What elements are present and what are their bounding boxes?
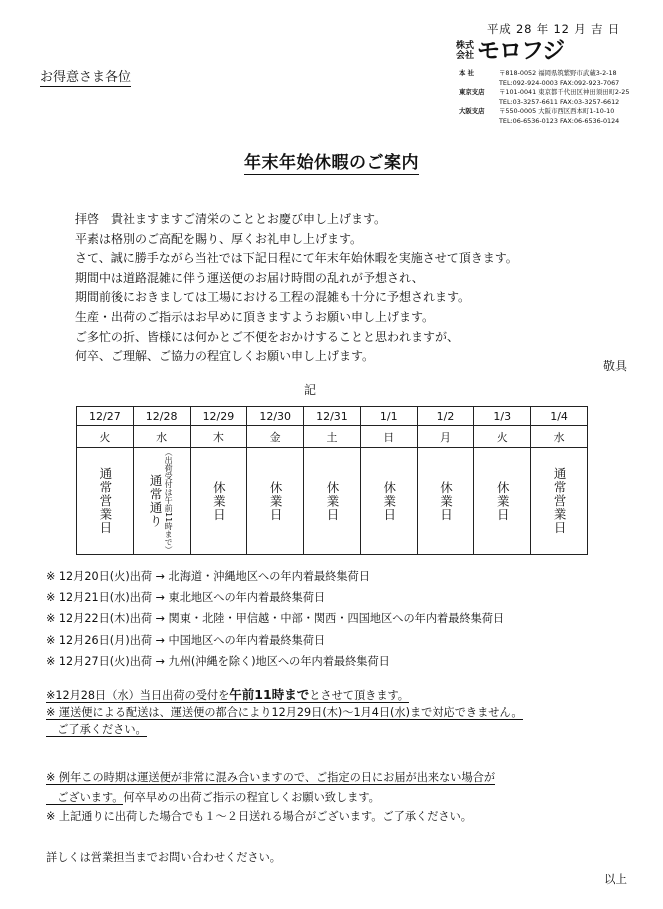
body-line: 生産・出荷のご指示はお早めに頂きますようお願い申し上げます。 — [75, 309, 435, 324]
calendar-date-cell: 1/2 — [417, 407, 474, 426]
calendar-status-text: 休業日 — [495, 480, 511, 522]
notice2-line-2 — [46, 788, 495, 808]
calendar-date-row — [77, 407, 588, 426]
calendar-status-row — [77, 448, 588, 555]
calendar-date-cell: 12/29 — [190, 407, 247, 426]
body-line: さて、誠に勝手ながら当社では下記日程にて年末年始休暇を実施させて頂きます。 — [75, 251, 518, 266]
calendar-status-cell — [531, 448, 588, 555]
calendar-date-cell: 1/4 — [531, 407, 588, 426]
calendar-status-text: 休業日 — [381, 480, 397, 522]
calendar-date-cell: 1/3 — [474, 407, 531, 426]
company-name: モロフジ — [477, 38, 565, 64]
office-line: 〒101-0041 東京都千代田区神田須田町2-25 — [499, 88, 630, 97]
calendar-weekday-cell: 火 — [474, 426, 531, 448]
office-label: 東京支店 — [459, 88, 485, 97]
calendar-weekday-cell: 土 — [304, 426, 361, 448]
calendar-status-cell — [474, 448, 531, 555]
calendar-weekday-cell: 金 — [247, 426, 304, 448]
shipping-note: ※ 12月20日(火)出荷 → 北海道・沖縄地区への年内着最終集荷日 — [46, 570, 370, 583]
calendar-weekday-cell: 水 — [133, 426, 190, 448]
notice-line-1-pre: ※12月28日（水）当日出荷の受付を — [46, 689, 230, 702]
closing-keigu: 敬具 — [603, 359, 628, 373]
calendar-status-text: 休業日 — [268, 480, 284, 522]
office-label: 本 社 — [459, 69, 475, 77]
document-date: 平成 28 年 12 月 吉 日 — [487, 22, 620, 36]
shipping-cutoff-notes — [46, 566, 504, 672]
body-line: 期間前後におきましては工場における工程の混雑も十分に予想されます。 — [75, 290, 471, 305]
page-title: 年末年始休暇のご案内 — [244, 153, 419, 173]
office-row — [459, 88, 659, 107]
office-line: TEL:092-924-0003 FAX:092-923-7067 — [499, 78, 620, 87]
notice-line-3-text: ご了承ください。 — [46, 723, 147, 736]
letter-body — [75, 210, 615, 367]
body-line: 平素は格別のご高配を賜り、厚くお礼申し上げます。 — [75, 231, 363, 246]
notice2-line-2-underlined: ございます。 — [46, 790, 124, 804]
notice-line-2-text: ※ 運送便による配送は、運送便の都合により12月29日(木)～1月4日(水)まで対応できません。 — [46, 706, 523, 719]
calendar-date-cell: 12/28 — [133, 407, 190, 426]
calendar-status-cell — [417, 448, 474, 555]
body-line: 拝啓 貴社ますますご清栄のこととお慶び申し上げます。 — [75, 212, 387, 226]
calendar-status-text: 休業日 — [211, 480, 227, 522]
calendar-status-wrap — [134, 448, 190, 554]
calendar-status-cell — [304, 448, 361, 555]
closing-ijo: 以上 — [604, 872, 627, 886]
calendar-status-cell — [133, 448, 190, 555]
calendar-status-cell — [77, 448, 134, 555]
calendar-weekday-row — [77, 426, 588, 448]
calendar-status-wrap — [247, 448, 303, 554]
office-lines — [499, 107, 659, 126]
body-line: 何卒、ご理解、ご協力の程宜しくお願い申し上げます。 — [75, 349, 375, 364]
body-line: 期間中は道路混雑に伴う運送便のお届け時間の乱れが予想され、 — [75, 270, 424, 285]
shipping-note: ※ 12月26日(月)出荷 → 中国地区への年内着最終集荷日 — [46, 633, 326, 647]
office-line: 〒818-0052 福岡県筑紫野市武蔵3-2-18 — [499, 69, 617, 77]
calendar-weekday-cell: 火 — [77, 426, 134, 448]
office-row — [459, 107, 659, 126]
notice2-line-3: ※ 上記通りに出荷した場合でも１～２日送れる場合がございます。ご了承ください。 — [46, 810, 472, 823]
calendar-status-cell — [190, 448, 247, 555]
office-addresses — [459, 69, 659, 127]
calendar-status-text: 通常通り — [148, 474, 164, 529]
title-wrap — [0, 148, 663, 173]
calendar-status-note: （出荷受付は午前11時まで） — [164, 448, 174, 555]
office-line: TEL:03-3257-6611 FAX:03-3257-6612 — [499, 97, 620, 106]
notice-line-2 — [46, 704, 523, 721]
calendar-status-text: 通常営業日 — [97, 467, 113, 535]
shipping-note: ※ 12月27日(火)出荷 → 九州(沖縄を除く)地区への年内着最終集荷日 — [46, 654, 390, 668]
office-line: 〒550-0005 大阪市西区西本町1-10-10 — [499, 107, 615, 116]
calendar-status-text: 休業日 — [438, 480, 454, 522]
notice-line-1-emphasis: 午前11時まで — [229, 687, 310, 702]
calendar-date-cell: 12/31 — [304, 407, 361, 426]
calendar-status-text: 通常営業日 — [552, 467, 568, 535]
notice-line-1 — [46, 686, 523, 704]
calendar-weekday-cell: 木 — [190, 426, 247, 448]
calendar-status-wrap — [418, 448, 474, 554]
calendar-status-wrap — [361, 448, 417, 554]
calendar-date-cell: 1/1 — [360, 407, 417, 426]
company-prefix: 株式会社 — [455, 41, 474, 61]
calendar-status-text: 休業日 — [324, 480, 340, 522]
notice-block — [46, 686, 523, 738]
contact-line: 詳しくは営業担当までお問い合わせください。 — [46, 851, 281, 864]
calendar-status-wrap — [304, 448, 360, 554]
office-line: TEL:06-6536-0123 FAX:06-6536-0124 — [499, 116, 620, 125]
notice-block-2 — [46, 768, 495, 827]
calendar-status-wrap — [531, 448, 587, 554]
shipping-note: ※ 12月21日(水)出荷 → 東北地区への年内着最終集荷日 — [46, 591, 326, 605]
notice2-line-1 — [46, 768, 495, 788]
calendar-status-wrap — [77, 448, 133, 554]
notice-line-1-underlined — [46, 689, 409, 703]
office-lines — [499, 88, 659, 107]
notice-line-3 — [46, 721, 523, 738]
notice2-line-1-text: ※ 例年この時期は運送便が非常に混み合いますので、ご指定の日にお届が出来ない場合が — [46, 771, 496, 784]
calendar-weekday-cell: 水 — [531, 426, 588, 448]
calendar-weekday-cell: 日 — [360, 426, 417, 448]
recipient: お得意さま各位 — [40, 66, 131, 87]
notice2-line-2-rest: 何卒早めの出荷ご指示の程宜しくお願い致します。 — [123, 790, 380, 804]
holiday-calendar-table — [76, 406, 588, 555]
calendar-date-cell: 12/30 — [247, 407, 304, 426]
office-lines — [499, 69, 659, 88]
ki-heading: 記 — [304, 383, 317, 397]
office-label: 大阪支店 — [459, 107, 485, 116]
company-logo — [455, 39, 564, 63]
calendar-date-cell: 12/27 — [77, 407, 134, 426]
office-row — [459, 69, 659, 88]
calendar-weekday-cell: 月 — [417, 426, 474, 448]
body-line: ご多忙の折、皆様には何かとご不便をおかけすることと思われますが、 — [75, 329, 460, 344]
calendar-status-cell — [360, 448, 417, 555]
calendar-status-cell — [247, 448, 304, 555]
shipping-note: ※ 12月22日(木)出荷 → 関東・北陸・甲信越・中部・関西・四国地区への年内着最終集荷日 — [46, 612, 505, 626]
calendar-status-wrap — [474, 448, 530, 554]
notice-line-1-post: とさせて頂きます。 — [309, 689, 409, 702]
calendar-status-wrap — [191, 448, 247, 554]
